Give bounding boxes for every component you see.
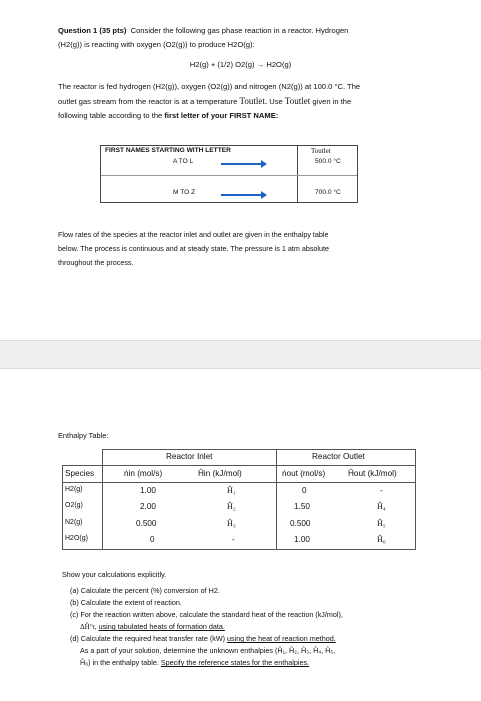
grid-line xyxy=(102,449,103,549)
nin-o2: 2.00 xyxy=(140,502,156,511)
species-h2o: H2O(g) xyxy=(65,535,88,542)
feed-line1: The reactor is fed hydrogen (H2(g)), oxygen (O2(g)) and nitrogen (N2(g)) at 100.0 °C. The xyxy=(58,82,361,91)
grid-line xyxy=(62,465,63,549)
hout-h2: - xyxy=(380,486,383,495)
hin-h2: Ĥ₁ xyxy=(227,486,236,495)
row-range-1: A TO L xyxy=(173,158,194,165)
table-divider xyxy=(297,146,298,202)
page-2 xyxy=(0,368,481,701)
calc-heading: Show your calculations explicitly. xyxy=(62,570,167,579)
feed-description xyxy=(58,80,426,123)
col-hin: Ĥin (kJ/mol) xyxy=(198,469,242,478)
calc-d3: Ĥ₆) in the enthalpy table. xyxy=(80,658,159,667)
calc-d3-underline: Specify the reference states for the enthalpies. xyxy=(160,658,310,667)
calculation-instructions xyxy=(62,569,432,669)
nin-h2o: 0 xyxy=(150,535,155,544)
hout-h2o: Ĥ₆ xyxy=(377,535,386,544)
nout-o2: 1.50 xyxy=(294,502,310,511)
page-separator xyxy=(0,341,481,368)
hin-n2: Ĥ₃ xyxy=(227,519,236,528)
nout-h2o: 1.00 xyxy=(294,535,310,544)
feed-line2-b: Use xyxy=(269,97,283,106)
row-range-2: M TO Z xyxy=(173,189,196,196)
grid-line xyxy=(62,482,416,483)
group-inlet: Reactor Inlet xyxy=(166,452,213,461)
grid-line xyxy=(276,449,277,549)
arrow-icon xyxy=(221,163,261,165)
question-intro-line1: Consider the following gas phase reaction in a reactor. Hydrogen xyxy=(130,26,349,35)
t-outlet-symbol-2: Toutlet xyxy=(284,96,311,106)
col-nout: ṅout (mol/s) xyxy=(282,469,326,478)
hin-o2: Ĥ₂ xyxy=(227,502,236,511)
nout-h2: 0 xyxy=(302,486,307,495)
flow-description xyxy=(58,228,426,270)
nout-n2: 0.500 xyxy=(290,519,311,528)
calc-c2-symbol: ΔĤ°r, xyxy=(80,623,97,631)
flow-line3: throughout the process. xyxy=(58,258,134,267)
calc-d2: As a part of your solution, determine the unknown enthalpies (Ĥ₁, Ĥ₂, Ĥ₃, Ĥ₄, Ĥ₅, xyxy=(80,646,336,655)
feed-line2-c: given in the xyxy=(312,97,352,106)
col-species: Species xyxy=(65,469,95,478)
species-n2: N2(g) xyxy=(65,519,83,526)
flow-line2: below. The process is continuous and at steady state. The pressure is 1 atm absolute xyxy=(58,244,330,253)
calc-a: (a) Calculate the percent (%) conversion of H2. xyxy=(70,586,220,595)
feed-line3-b: first letter of your FIRST NAME: xyxy=(164,111,279,120)
row-temp-1: 500.0 °C xyxy=(315,158,341,165)
grid-line xyxy=(102,449,416,450)
calc-c2-underline: using tabulated heats of formation data. xyxy=(98,622,225,631)
first-name-table xyxy=(100,145,358,203)
t-outlet-header: Toutlet xyxy=(311,147,331,155)
hout-n2: Ĥ₅ xyxy=(377,519,386,528)
group-outlet: Reactor Outlet xyxy=(312,452,365,461)
enthalpy-table xyxy=(62,449,416,549)
page-1 xyxy=(0,0,481,341)
flow-line1: Flow rates of the species at the reactor inlet and outlet are given in the enthalpy table xyxy=(58,230,329,239)
grid-line xyxy=(62,465,416,466)
question-intro xyxy=(58,24,426,52)
first-name-header: FIRST NAMES STARTING WITH LETTER xyxy=(105,147,231,154)
enthalpy-label: Enthalpy Table: xyxy=(58,431,109,440)
calc-d1-underline: using the heat of reaction method. xyxy=(227,634,336,643)
calc-c1: (c) For the reaction written above, calculate the standard heat of the reaction (kJ/mol), xyxy=(70,610,343,619)
species-o2: O2(g) xyxy=(65,502,83,509)
feed-line2-a: outlet gas stream from the reactor is at a temperature xyxy=(58,97,238,106)
nin-h2: 1.00 xyxy=(140,486,156,495)
reaction-equation: H2(g) + (1/2) O2(g) → H2O(g) xyxy=(189,60,292,69)
hin-h2o: - xyxy=(232,535,235,544)
calc-b: (b) Calculate the extent of reaction. xyxy=(70,598,182,607)
grid-line xyxy=(415,449,416,549)
row-divider xyxy=(101,175,357,176)
grid-line xyxy=(62,549,416,550)
question-intro-line2: (H2(g)) is reacting with oxygen (O2(g)) to produce H2O(g): xyxy=(58,40,255,49)
col-hout: Ĥout (kJ/mol) xyxy=(348,469,397,478)
t-outlet-symbol: Toutlet. xyxy=(239,96,268,106)
hout-o2: Ĥ₄ xyxy=(377,502,386,511)
nin-n2: 0.500 xyxy=(136,519,157,528)
col-nin: ṅin (mol/s) xyxy=(124,469,163,478)
feed-line3-a: following table according to the xyxy=(58,111,163,120)
calc-d1: (d) Calculate the required heat transfer rate (kW) xyxy=(70,634,225,643)
row-temp-2: 700.0 °C xyxy=(315,189,341,196)
question-title: Question 1 (35 pts) xyxy=(58,26,127,35)
species-h2: H2(g) xyxy=(65,486,83,493)
arrow-icon xyxy=(221,194,261,196)
